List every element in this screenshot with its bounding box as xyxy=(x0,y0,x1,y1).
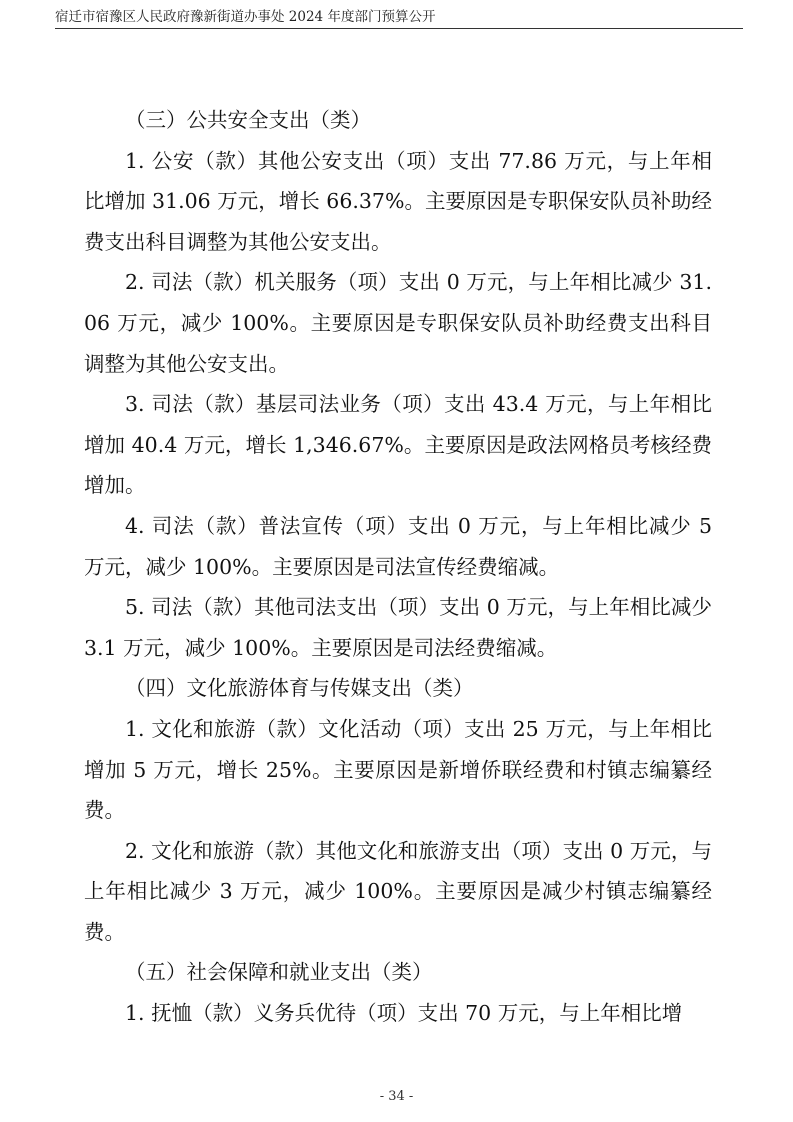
page-number: - 34 - xyxy=(379,1089,414,1104)
paragraph-public-security-item-5: 5. 司法（款）其他司法支出（项）支出 0 万元，与上年相比减少 3.1 万元，减少 100%。主要原因是司法经费缩减。 xyxy=(84,595,712,660)
paragraph-culture-tourism-item-2: 2. 文化和旅游（款）其他文化和旅游支出（项）支出 0 万元，与上年相比减少 3 万元，减少 100%。主要原因是减少村镇志编纂经费。 xyxy=(84,838,712,944)
paragraph-public-security-item-3: 3. 司法（款）基层司法业务（项）支出 43.4 万元，与上年相比增加 40.4 万元，增长 1,346.67%。主要原因是政法网格员考核经费增加。 xyxy=(84,392,712,498)
paragraph-public-security-item-4: 4. 司法（款）普法宣传（项）支出 0 万元，与上年相比减少 5 万元，减少 100%。主要原因是司法宣传经费缩减。 xyxy=(84,513,712,579)
header-divider xyxy=(55,28,743,29)
page-header: 宿迁市宿豫区人民政府豫新街道办事处 2024 年度部门预算公开 xyxy=(55,9,436,25)
section-heading-culture-tourism: （四）文化旅游体育与传媒支出（类） xyxy=(125,676,474,701)
paragraph-public-security-item-2: 2. 司法（款）机关服务（项）支出 0 万元，与上年相比减少 31.06 万元，减少 100%。主要原因是专职保安队员补助经费支出科目调整为其他公安支出。 xyxy=(84,270,712,376)
paragraph-public-security-item-1: 1. 公安（款）其他公安支出（项）支出 77.86 万元，与上年相比增加 31.06 万元，增长 66.37%。主要原因是专职保安队员补助经费支出科目调整为其他公安支出。 xyxy=(84,148,712,254)
section-heading-public-security: （三）公共安全支出（类） xyxy=(125,108,371,132)
paragraph-social-security-item-1: 1. 抚恤（款）义务兵优待（项）支出 70 万元，与上年相比增 xyxy=(125,1001,683,1026)
document-body xyxy=(84,100,712,1034)
section-heading-social-security: （五）社会保障和就业支出（类） xyxy=(125,960,433,985)
paragraph-culture-tourism-item-1: 1. 文化和旅游（款）文化活动（项）支出 25 万元，与上年相比增加 5 万元，增长 25%。主要原因是新增侨联经费和村镇志编纂经费。 xyxy=(84,716,712,823)
